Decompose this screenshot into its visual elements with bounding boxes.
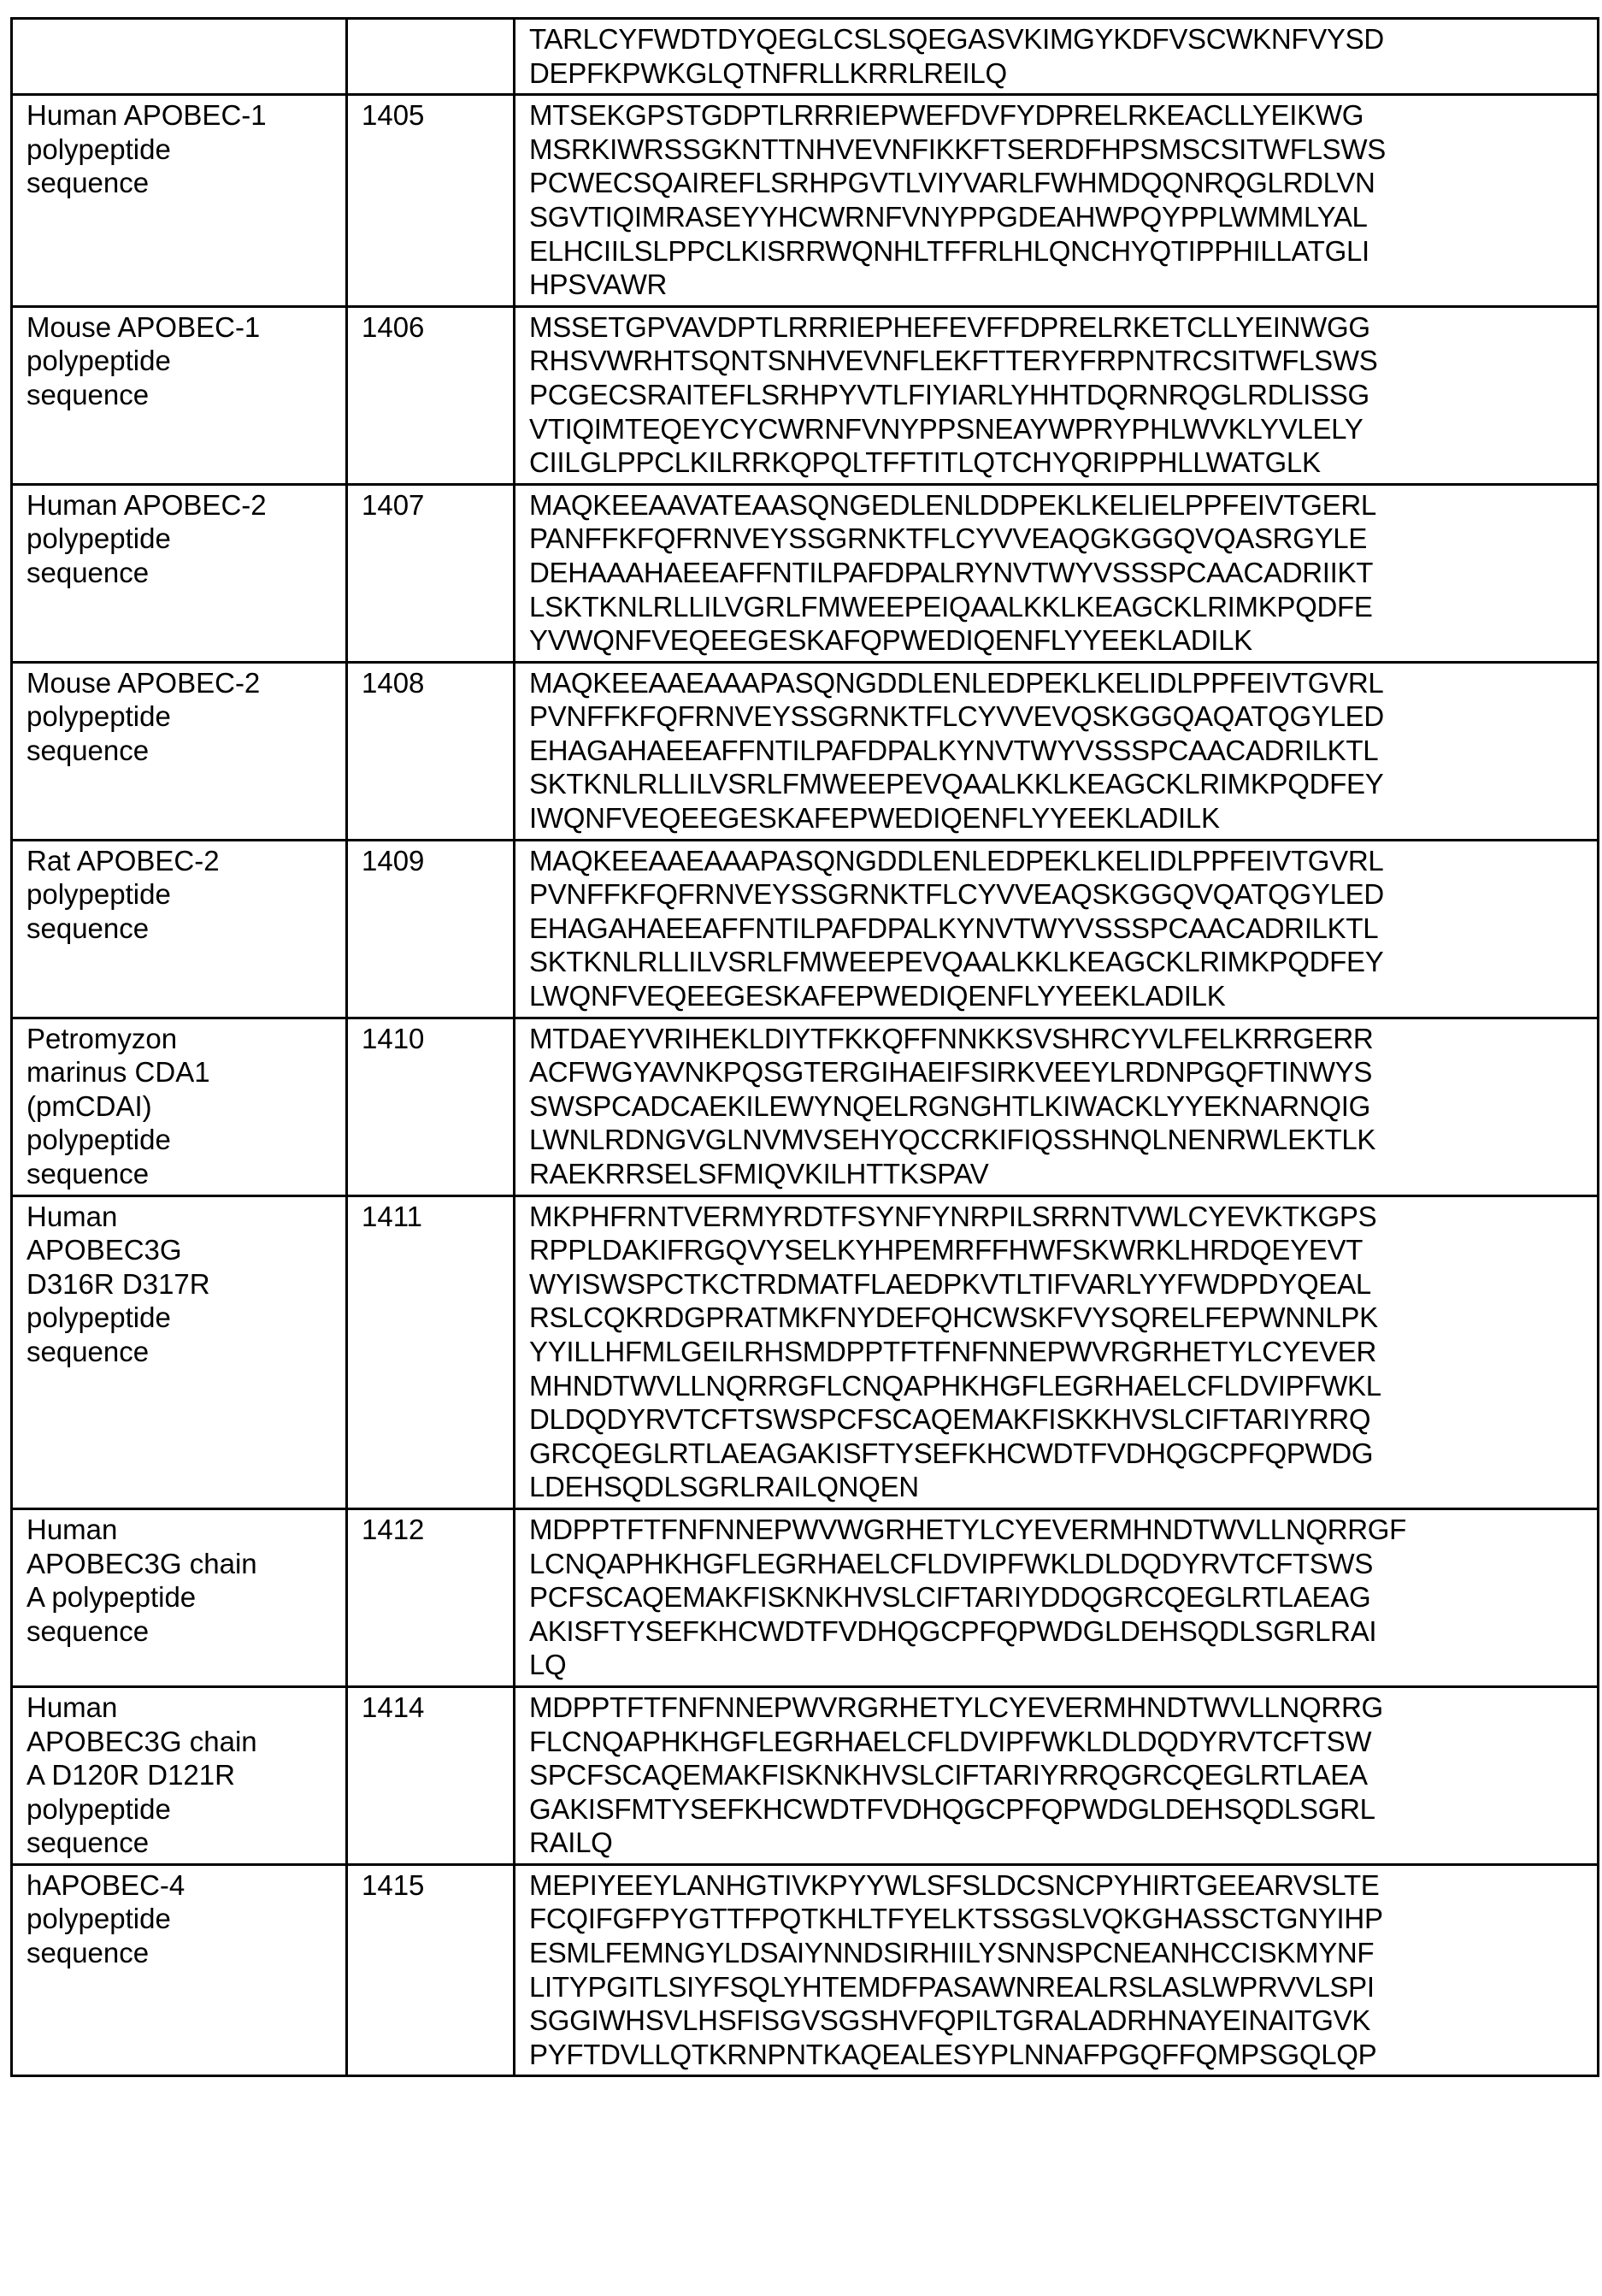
sequence-line: PYFTDVLLQTKRNPNTKAQEALESYPLNNAFPGQFFQMPSGQLQP bbox=[529, 2038, 1588, 2072]
sequence-line: WYISWSPCTKCTRDMATFLAEDPKVTLTIFVARLYYFWDPDYQEAL bbox=[529, 1267, 1588, 1301]
description-line: APOBEC3G bbox=[27, 1233, 337, 1267]
sequence-line: PVNFFKFQFRNVEYSSGRNKTFLCYVVEAQSKGGQVQATQGYLED bbox=[529, 877, 1588, 912]
sequence-line: LQ bbox=[529, 1648, 1588, 1682]
description-line: polypeptide bbox=[27, 133, 337, 167]
seq-id-cell bbox=[347, 95, 515, 307]
table-row bbox=[12, 840, 1599, 1018]
sequence-line: PCFSCAQEMAKFISKNKHVSLCIFTARIYDDQGRCQEGLRTLAEAG bbox=[529, 1580, 1588, 1614]
description-line: hAPOBEC-4 bbox=[27, 1868, 337, 1903]
description-line: Human bbox=[27, 1200, 337, 1234]
sequence-line: MSRKIWRSSGKNTTNHVEVNFIKKFTSERDFHPSMSCSITWFLSWS bbox=[529, 133, 1588, 167]
sequence-cell bbox=[515, 662, 1599, 840]
description-cell bbox=[12, 1018, 347, 1195]
description-line: polypeptide bbox=[27, 699, 337, 734]
description-line: A polypeptide bbox=[27, 1580, 337, 1614]
table-row bbox=[12, 1508, 1599, 1686]
sequence-table bbox=[10, 17, 1599, 2077]
description-line: polypeptide bbox=[27, 1301, 337, 1335]
sequence-cell bbox=[515, 484, 1599, 662]
seq-id-cell bbox=[347, 19, 515, 95]
table-row bbox=[12, 19, 1599, 95]
description-cell bbox=[12, 1686, 347, 1864]
sequence-line: MHNDTWVLLNQRRGFLCNQAPHKHGFLEGRHAELCFLDVIPFWKL bbox=[529, 1369, 1588, 1403]
description-line: sequence bbox=[27, 1614, 337, 1649]
description-line: sequence bbox=[27, 166, 337, 200]
seq-id-cell bbox=[347, 662, 515, 840]
table-row bbox=[12, 1195, 1599, 1508]
description-line: Petromyzon bbox=[27, 1022, 337, 1056]
seq-id: 1410 bbox=[362, 1023, 424, 1054]
description-line: Human bbox=[27, 1691, 337, 1725]
sequence-line: PCGECSRAITEFLSRHPYVTLFIYIARLYHHTDQRNRQGLRDLISSG bbox=[529, 378, 1588, 412]
description-line: Mouse APOBEC-2 bbox=[27, 666, 337, 700]
sequence-line: PANFFKFQFRNVEYSSGRNKTFLCYVVEAQGKGGQVQASRGYLE bbox=[529, 522, 1588, 556]
description-line: Human APOBEC-2 bbox=[27, 488, 337, 522]
sequence-line: SWSPCADCAEKILEWYNQELRGNGHTLKIWACKLYYEKNARNQIG bbox=[529, 1089, 1588, 1124]
sequence-line: IWQNFVEQEEGESKAFEPWEDIQENFLYYEEKLADILK bbox=[529, 801, 1588, 835]
sequence-cell bbox=[515, 1508, 1599, 1686]
description-line: sequence bbox=[27, 1157, 337, 1191]
seq-id-cell bbox=[347, 484, 515, 662]
seq-id: 1405 bbox=[362, 99, 424, 131]
sequence-cell bbox=[515, 306, 1599, 484]
sequence-cell bbox=[515, 19, 1599, 95]
description-line: polypeptide bbox=[27, 1123, 337, 1157]
sequence-line: DEHAAAHAEEAFFNTILPAFDPALRYNVTWYVSSSPCAACADRIIKT bbox=[529, 556, 1588, 590]
sequence-cell bbox=[515, 1686, 1599, 1864]
description-line: sequence bbox=[27, 556, 337, 590]
sequence-line: AKISFTYSEFKHCWDTFVDHQGCPFQPWDGLDEHSQDLSGRLRAI bbox=[529, 1614, 1588, 1649]
seq-id-cell bbox=[347, 1508, 515, 1686]
sequence-line: VTIQIMTEQEYCYCWRNFVNYPPSNEAYWPRYPHLWVKLYVLELY bbox=[529, 412, 1588, 446]
description-cell bbox=[12, 840, 347, 1018]
seq-id: 1409 bbox=[362, 845, 424, 876]
table-row bbox=[12, 484, 1599, 662]
description-line: polypeptide bbox=[27, 1792, 337, 1827]
description-cell bbox=[12, 19, 347, 95]
sequence-line: RAEKRRSELSFMIQVKILHTTKSPAV bbox=[529, 1157, 1588, 1191]
sequence-line: MKPHFRNTVERMYRDTFSYNFYNRPILSRRNTVWLCYEVKTKGPS bbox=[529, 1200, 1588, 1234]
sequence-cell bbox=[515, 1018, 1599, 1195]
sequence-line: LDEHSQDLSGRLRAILQNQEN bbox=[529, 1470, 1588, 1504]
seq-id: 1412 bbox=[362, 1514, 424, 1545]
sequence-line: RPPLDAKIFRGQVYSELKYHPEMRFFHWFSKWRKLHRDQEYEVT bbox=[529, 1233, 1588, 1267]
sequence-line: FLCNQAPHKHGFLEGRHAELCFLDVIPFWKLDLDQDYRVTCFTSW bbox=[529, 1725, 1588, 1759]
table-row bbox=[12, 1864, 1599, 2076]
seq-id-cell bbox=[347, 1018, 515, 1195]
description-cell bbox=[12, 1864, 347, 2076]
description-line: (pmCDAI) bbox=[27, 1089, 337, 1124]
description-line: Mouse APOBEC-1 bbox=[27, 310, 337, 345]
sequence-line: MTDAEYVRIHEKLDIYTFKKQFFNNKKSVSHRCYVLFELKRRGERR bbox=[529, 1022, 1588, 1056]
seq-id: 1414 bbox=[362, 1691, 424, 1723]
sequence-line: LWNLRDNGVGLNVMVSEHYQCCRKIFIQSSHNQLNENRWLEKTLK bbox=[529, 1123, 1588, 1157]
sequence-line: MSSETGPVAVDPTLRRRIEPHEFEVFFDPRELRKETCLLYEINWGG bbox=[529, 310, 1588, 345]
sequence-line: ESMLFEMNGYLDSAIYNNDSIRHIILYSNNSPCNEANHCCISKMYNF bbox=[529, 1936, 1588, 1970]
description-line: D316R D317R bbox=[27, 1267, 337, 1301]
description-cell bbox=[12, 95, 347, 307]
sequence-line: GAKISFMTYSEFKHCWDTFVDHQGCPFQPWDGLDEHSQDLSGRL bbox=[529, 1792, 1588, 1827]
sequence-line: SGVTIQIMRASEYYHCWRNFVNYPPGDEAHWPQYPPLWMMLYAL bbox=[529, 200, 1588, 234]
description-line: sequence bbox=[27, 1826, 337, 1860]
sequence-line: LCNQAPHKHGFLEGRHAELCFLDVIPFWKLDLDQDYRVTCFTSWS bbox=[529, 1547, 1588, 1581]
seq-id: 1415 bbox=[362, 1869, 424, 1901]
description-line: sequence bbox=[27, 734, 337, 768]
description-cell bbox=[12, 484, 347, 662]
sequence-line: MDPPTFTFNFNNEPWVRGRHETYLCYEVERMHNDTWVLLNQRRG bbox=[529, 1691, 1588, 1725]
description-line: APOBEC3G chain bbox=[27, 1547, 337, 1581]
table-row bbox=[12, 306, 1599, 484]
sequence-line: ELHCIILSLPPCLKISRRWQNHLTFFRLHLQNCHYQTIPPHILLATGLI bbox=[529, 234, 1588, 269]
sequence-line: RAILQ bbox=[529, 1826, 1588, 1860]
sequence-line: RHSVWRHTSQNTSNHVEVNFLEKFTTERYFRPNTRCSITWFLSWS bbox=[529, 344, 1588, 378]
sequence-line: MTSEKGPSTGDPTLRRRIEPWEFDVFYDPRELRKEACLLYEIKWG bbox=[529, 98, 1588, 133]
sequence-cell bbox=[515, 95, 1599, 307]
sequence-line: SKTKNLRLLILVSRLFMWEEPEVQAALKKLKEAGCKLRIMKPQDFEY bbox=[529, 945, 1588, 979]
description-line: A D120R D121R bbox=[27, 1758, 337, 1792]
description-line: marinus CDA1 bbox=[27, 1055, 337, 1089]
table-row bbox=[12, 1686, 1599, 1864]
table-row bbox=[12, 95, 1599, 307]
sequence-line: MAQKEEAAEAAAPASQNGDDLENLEDPEKLKELIDLPPFEIVTGVRL bbox=[529, 666, 1588, 700]
description-line: Human bbox=[27, 1513, 337, 1547]
seq-id-cell bbox=[347, 1686, 515, 1864]
description-line: Rat APOBEC-2 bbox=[27, 844, 337, 878]
description-line: polypeptide bbox=[27, 522, 337, 556]
description-cell bbox=[12, 662, 347, 840]
description-line: APOBEC3G chain bbox=[27, 1725, 337, 1759]
table-row bbox=[12, 1018, 1599, 1195]
sequence-line: SKTKNLRLLILVSRLFMWEEPEVQAALKKLKEAGCKLRIMKPQDFEY bbox=[529, 767, 1588, 801]
sequence-table-body bbox=[12, 19, 1599, 2076]
sequence-line: SPCFSCAQEMAKFISKNKHVSLCIFTARIYRRQGRCQEGLRTLAEA bbox=[529, 1758, 1588, 1792]
seq-id-cell bbox=[347, 840, 515, 1018]
description-line: sequence bbox=[27, 912, 337, 946]
description-line: polypeptide bbox=[27, 1902, 337, 1936]
sequence-line: EHAGAHAEEAFFNTILPAFDPALKYNVTWYVSSSPCAACADRILKTL bbox=[529, 912, 1588, 946]
sequence-line: MAQKEEAAEAAAPASQNGDDLENLEDPEKLKELIDLPPFEIVTGVRL bbox=[529, 844, 1588, 878]
description-line: sequence bbox=[27, 1335, 337, 1369]
description-line: polypeptide bbox=[27, 877, 337, 912]
seq-id-cell bbox=[347, 1195, 515, 1508]
sequence-line: RSLCQKRDGPRATMKFNYDEFQHCWSKFVYSQRELFEPWNNLPK bbox=[529, 1301, 1588, 1335]
seq-id: 1406 bbox=[362, 311, 424, 343]
sequence-line: LSKTKNLRLLILVGRLFMWEEPEIQAALKKLKEAGCKLRIMKPQDFE bbox=[529, 590, 1588, 624]
sequence-line: DLDQDYRVTCFTSWSPCFSCAQEMAKFISKKHVSLCIFTARIYRRQ bbox=[529, 1402, 1588, 1437]
sequence-line: MAQKEEAAVATEAASQNGEDLENLDDPEKLKELIELPPFEIVTGERL bbox=[529, 488, 1588, 522]
sequence-cell bbox=[515, 1195, 1599, 1508]
sequence-cell bbox=[515, 840, 1599, 1018]
sequence-line: TARLCYFWDTDYQEGLCSLSQEGASVKIMGYKDFVSCWKNFVYSD bbox=[529, 22, 1588, 56]
sequence-line: YYILLHFMLGEILRHSMDPPTFTFNFNNEPWVRGRHETYLCYEVER bbox=[529, 1335, 1588, 1369]
sequence-line: EHAGAHAEEAFFNTILPAFDPALKYNVTWYVSSSPCAACADRILKTL bbox=[529, 734, 1588, 768]
sequence-line: PVNFFKFQFRNVEYSSGRNKTFLCYVVEVQSKGGQAQATQGYLED bbox=[529, 699, 1588, 734]
sequence-line: DEPFKPWKGLQTNFRLLKRRLREILQ bbox=[529, 56, 1588, 91]
sequence-line: HPSVAWR bbox=[529, 268, 1588, 302]
sequence-line: CIILGLPPCLKILRRKQPQLTFFTITLQTCHYQRIPPHLLWATGLK bbox=[529, 446, 1588, 480]
sequence-cell bbox=[515, 1864, 1599, 2076]
description-line: polypeptide bbox=[27, 344, 337, 378]
description-cell bbox=[12, 1508, 347, 1686]
sequence-line: YVWQNFVEQEEGESKAFQPWEDIQENFLYYEEKLADILK bbox=[529, 623, 1588, 658]
description-cell bbox=[12, 306, 347, 484]
seq-id: 1408 bbox=[362, 667, 424, 699]
description-cell bbox=[12, 1195, 347, 1508]
seq-id: 1411 bbox=[362, 1201, 422, 1232]
seq-id-cell bbox=[347, 306, 515, 484]
sequence-line: MDPPTFTFNFNNEPWVWGRHETYLCYEVERMHNDTWVLLNQRRGF bbox=[529, 1513, 1588, 1547]
seq-id: 1407 bbox=[362, 489, 424, 521]
sequence-line: PCWECSQAIREFLSRHPGVTLVIYVARLFWHMDQQNRQGLRDLVN bbox=[529, 166, 1588, 200]
sequence-line: GRCQEGLRTLAEAGAKISFTYSEFKHCWDTFVDHQGCPFQPWDG bbox=[529, 1437, 1588, 1471]
seq-id-cell bbox=[347, 1864, 515, 2076]
sequence-line: LITYPGITLSIYFSQLYHTEMDFPASAWNREALRSLASLWPRVVLSPI bbox=[529, 1970, 1588, 2004]
sequence-line: LWQNFVEQEEGESKAFEPWEDIQENFLYYEEKLADILK bbox=[529, 979, 1588, 1013]
sequence-line: ACFWGYAVNKPQSGTERGIHAEIFSIRKVEEYLRDNPGQFTINWYS bbox=[529, 1055, 1588, 1089]
sequence-line: MEPIYEEYLANHGTIVKPYYWLSFSLDCSNCPYHIRTGEEARVSLTE bbox=[529, 1868, 1588, 1903]
description-line: Human APOBEC-1 bbox=[27, 98, 337, 133]
table-row bbox=[12, 662, 1599, 840]
sequence-line: FCQIFGFPYGTTFPQTKHLTFYELKTSSGSLVQKGHASSCTGNYIHP bbox=[529, 1902, 1588, 1936]
sequence-line: SGGIWHSVLHSFISGVSGSHVFQPILTGRALADRHNAYEINAITGVK bbox=[529, 2004, 1588, 2038]
description-line: sequence bbox=[27, 1936, 337, 1970]
description-line: sequence bbox=[27, 378, 337, 412]
